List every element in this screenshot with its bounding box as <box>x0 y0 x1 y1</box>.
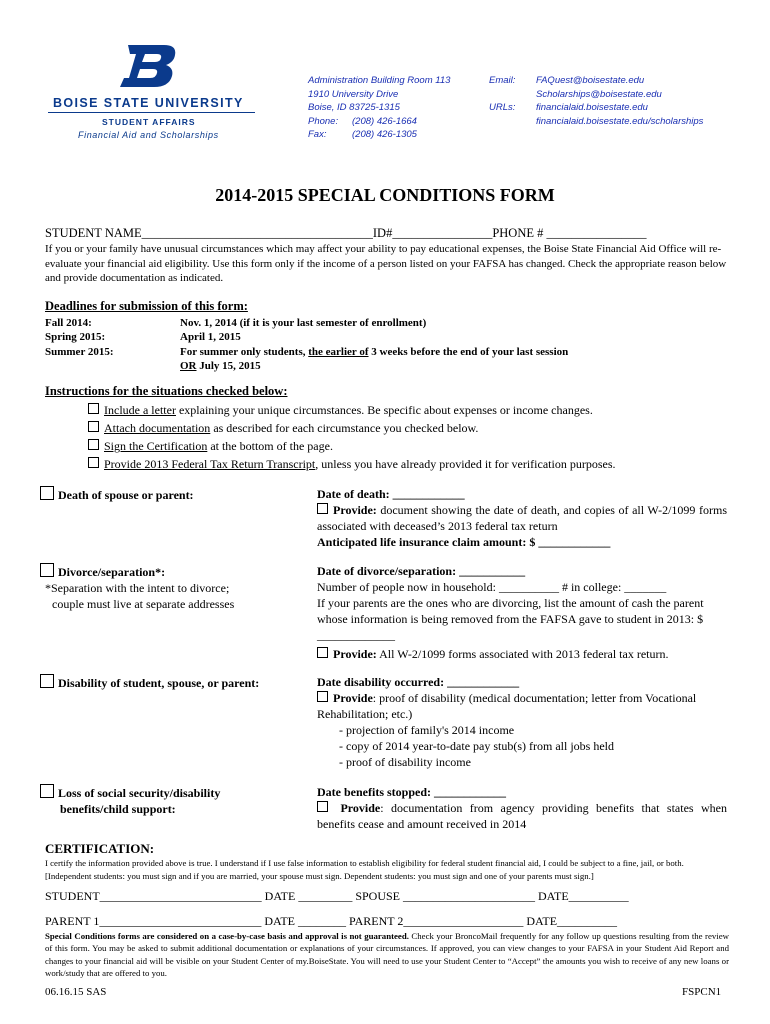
or-word: OR <box>180 360 197 372</box>
list-item: - proof of disability income <box>339 755 471 769</box>
checkbox-icon[interactable] <box>40 486 54 500</box>
checkbox-icon[interactable] <box>88 403 99 414</box>
date-field[interactable]: Date disability occurred: ____________ <box>317 675 520 689</box>
alt-date: July 15, 2015 <box>196 360 261 372</box>
university-name: BOISE STATE UNIVERSITY <box>53 96 244 110</box>
fax-line <box>308 128 450 142</box>
situation-divorce <box>40 563 234 612</box>
provide-text <box>317 800 727 832</box>
checkbox-icon[interactable] <box>317 801 328 812</box>
situation-title: Divorce/separation*: <box>58 565 166 579</box>
instruction-text: , unless you have already provided it for verification purposes. <box>315 457 616 471</box>
footer-revision: 06.16.15 SAS <box>45 986 107 998</box>
address-line: Administration Building Room 113 <box>308 75 451 86</box>
provide-body: document showing the date of death, and copies of all W-2/1099 forms associated with deceased’s 2013 federal tax return <box>317 503 727 533</box>
phone-line <box>308 115 450 129</box>
checkbox-icon[interactable] <box>317 647 328 658</box>
situation-label <box>40 486 194 503</box>
deadline-date: April 1, 2015 <box>180 331 241 343</box>
list-item: - projection of family's 2014 income <box>339 723 515 737</box>
deadlines-heading: Deadlines for submission of this form: <box>45 299 248 313</box>
email-link[interactable]: FAQuest@boisestate.edu <box>536 75 645 86</box>
form-title: 2014-2015 SPECIAL CONDITIONS FORM <box>215 185 555 205</box>
deadline-term: Summer 2015: <box>45 346 114 358</box>
instruction-key: Include a letter <box>104 403 176 417</box>
intro-paragraph: If you or your family have unusual circumstances which may affect your ability to pay educational expenses, the Boise State Financial Aid Office will re-evaluate your financial aid eligibility. Use this form only if the income of a person listed on your FAFSA has changed. Check the appropriate reason below and provide documentation as indicated. <box>45 243 727 284</box>
situation-disability-details <box>317 674 727 770</box>
boise-state-b-logo <box>120 45 178 87</box>
email-link[interactable]: Scholarships@boisestate.edu <box>536 88 662 100</box>
url-link[interactable]: financialaid.boisestate.edu <box>536 102 648 113</box>
provide-text <box>317 690 727 722</box>
checkbox-icon[interactable] <box>88 439 99 450</box>
situation-divorce-details <box>317 563 727 662</box>
situation-title-cont: benefits/child support: <box>60 802 176 816</box>
provide-body: : proof of disability (medical documentation; letter from Vocational Rehabilitation; etc.) <box>317 691 697 721</box>
situation-benefits-details <box>317 784 727 832</box>
fax-number: (208) 426-1305 <box>352 129 417 140</box>
instruction-item <box>88 421 478 436</box>
deadline-date <box>180 346 568 358</box>
signature-line-student[interactable]: STUDENT___________________________ DATE _________ SPOUSE ______________________ DATE__________ <box>45 889 629 903</box>
fine-print-bold: Special Conditions forms are considered on a case-by-case basis and approval is not guaranteed. <box>45 931 409 941</box>
situation-disability <box>40 674 259 691</box>
situation-title: Death of spouse or parent: <box>58 488 194 502</box>
certification-text: I certify the information provided above is true. I understand if I use false information to establish eligibility for federal student financial aid, I could be subject to a fine, jail, or both. [Independent students: you must sign and if you are married, your spouse must sign. Dependent students: you must sign and one of your parents must sign.] <box>45 858 684 881</box>
deadline-alt <box>180 360 261 372</box>
instruction-item <box>88 457 616 472</box>
fine-print <box>45 930 729 979</box>
checkbox-icon[interactable] <box>317 503 328 514</box>
provide-label: Provide: <box>333 503 377 517</box>
deadline-term: Spring 2015: <box>45 331 106 343</box>
footer-form-code: FSPCN1 <box>682 986 722 998</box>
list-item: - copy of 2014 year-to-date pay stub(s) from all jobs held <box>339 739 615 753</box>
instruction-text: at the bottom of the page. <box>207 439 333 453</box>
office-name: Financial Aid and Scholarships <box>78 130 219 140</box>
situation-label <box>40 563 234 580</box>
provide-label: Provide: <box>333 647 377 661</box>
provide-body: All W-2/1099 forms associated with 2013 federal tax return. <box>376 647 669 661</box>
provide-label: Provide <box>340 801 381 815</box>
contact-values <box>536 74 703 128</box>
date-field[interactable]: Date benefits stopped: ____________ <box>317 785 506 799</box>
divorce-note: *Separation with the intent to divorce; <box>45 581 230 595</box>
phone-label: Phone: <box>308 115 339 127</box>
url-link[interactable]: financialaid.boisestate.edu/scholarships <box>536 115 704 127</box>
household-field[interactable]: Number of people now in household: __________ # in college: _______ <box>317 580 667 594</box>
fax-label: Fax: <box>308 129 327 140</box>
instruction-item <box>88 439 333 454</box>
address-line: Boise, ID 83725-1315 <box>308 102 400 113</box>
certification-heading: CERTIFICATION: <box>45 841 155 856</box>
header-rule <box>48 112 255 113</box>
instructions-heading: Instructions for the situations checked below: <box>45 384 288 398</box>
situation-death <box>40 486 194 503</box>
checkbox-icon[interactable] <box>40 674 54 688</box>
divorce-note: couple must live at separate addresses <box>52 597 235 611</box>
deadline-underlined: the earlier of <box>308 346 369 358</box>
address-line: 1910 University Drive <box>308 88 399 100</box>
instruction-text: as described for each circumstance you checked below. <box>210 421 479 435</box>
deadline-term: Fall 2014: <box>45 317 92 329</box>
phone-number: (208) 426-1664 <box>352 115 417 127</box>
address-block <box>308 74 450 142</box>
provide-text <box>317 502 727 534</box>
checkbox-icon[interactable] <box>88 457 99 468</box>
instruction-key: Provide 2013 Federal Tax Return Transcript <box>104 457 316 471</box>
deadline-text: For summer only students, <box>180 346 309 358</box>
student-info-line[interactable]: STUDENT NAME_____________________________________ID#________________PHONE # ________________ <box>45 226 647 240</box>
urls-label: URLs: <box>489 102 516 113</box>
situation-title: Loss of social security/disability <box>58 786 221 800</box>
checkbox-icon[interactable] <box>88 421 99 432</box>
signature-line-parent[interactable]: PARENT 1___________________________ DATE ________ PARENT 2____________________ DATE__________ <box>45 914 618 928</box>
checkbox-icon[interactable] <box>317 691 328 702</box>
provide-body: : documentation from agency providing benefits that states when benefits cease and amount received in 2014 <box>317 801 728 831</box>
instruction-item <box>88 403 593 418</box>
date-field[interactable]: Date of death: ____________ <box>317 487 465 501</box>
contact-labels <box>489 74 515 115</box>
instruction-text: explaining your unique circumstances. Be specific about expenses or income changes. <box>175 403 593 417</box>
checkbox-icon[interactable] <box>40 784 54 798</box>
deadline-text: 3 weeks before the end of your last session <box>368 346 569 358</box>
email-label: Email: <box>489 75 516 86</box>
fine-print-body: Check your BroncoMail frequently for any follow up questions resulting from the review of this form. You may be asked to submit additional documentation or explanations of your circumstances. If approved, you can view changes to your FAFSA in your Student Aid Report and changes to your financial aid will be visible on your Student Center of my.BoiseState. You will need to use your Student Center to “Accept” the amounts you wish to receive of any new loans or work/study that are offered to you. <box>45 931 729 978</box>
instruction-key: Attach documentation <box>104 421 211 435</box>
date-field[interactable]: Date of divorce/separation: ___________ <box>317 564 526 578</box>
provide-text <box>317 646 727 662</box>
deadline-date: Nov. 1, 2014 (if it is your last semester of enrollment) <box>180 317 427 329</box>
parents-text: If your parents are the ones who are divorcing, list the amount of cash the parent whose information is being removed from the FAFSA gave to student in 2013: $ _____________ <box>317 596 704 642</box>
situation-title: Disability of student, spouse, or parent: <box>58 676 260 690</box>
checkbox-icon[interactable] <box>40 563 54 577</box>
insurance-field[interactable]: Anticipated life insurance claim amount: $ ____________ <box>317 535 611 549</box>
situation-death-details <box>317 486 727 550</box>
situation-benefits <box>40 784 220 817</box>
instruction-key: Sign the Certification <box>104 439 208 453</box>
situation-label <box>40 674 259 691</box>
division-name: STUDENT AFFAIRS <box>102 117 196 127</box>
situation-label <box>40 784 220 801</box>
provide-label: Provide <box>333 691 373 705</box>
